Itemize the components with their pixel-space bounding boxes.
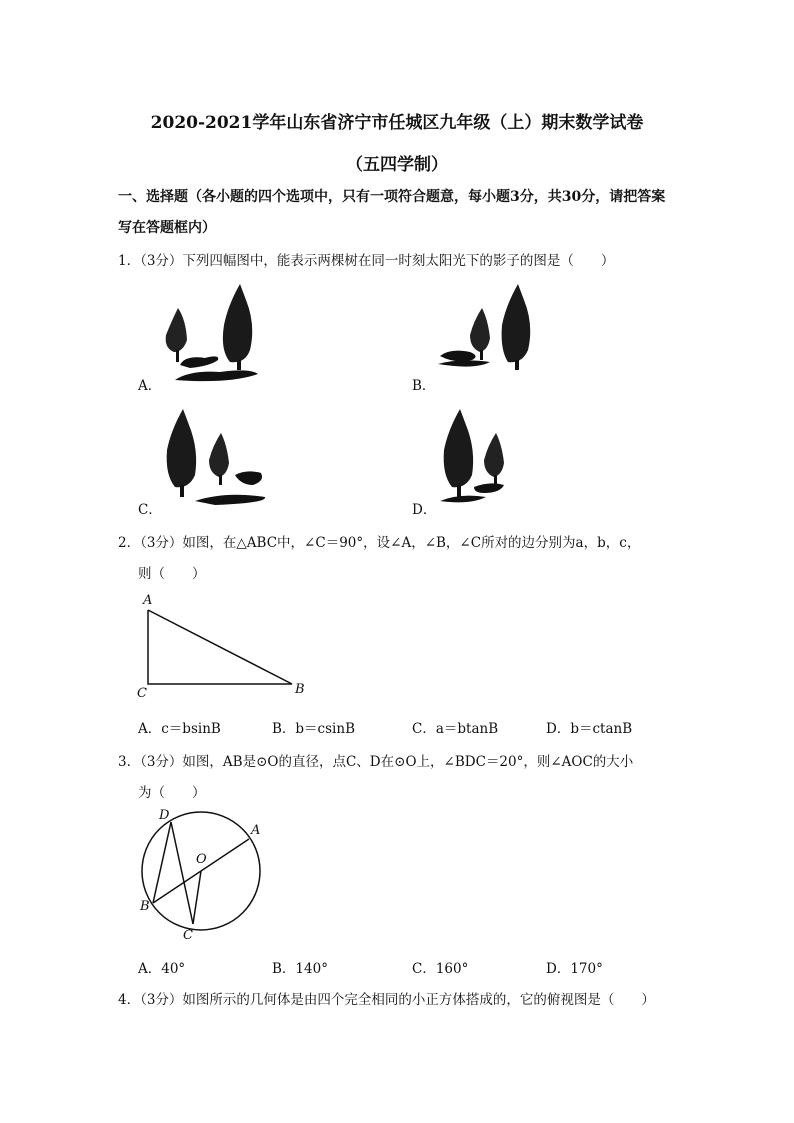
q1-option-d: D． — [412, 502, 437, 518]
q3-label-b: B — [140, 899, 150, 914]
q3-label-o: O — [196, 852, 207, 867]
page-subtitle: （五四学制） — [346, 155, 448, 175]
q1-option-b: B． — [412, 378, 436, 394]
question-3-text-cont: 为（ ） — [138, 785, 206, 801]
q3-option-b: B．140° — [272, 961, 328, 977]
section-heading: 一、选择题（各小题的四个选项中，只有一项符合题意，每小题3分，共30分，请把答案 — [118, 189, 666, 205]
q2-option-c: C．a＝btanB — [412, 721, 499, 737]
q3-option-c: C．160° — [412, 961, 469, 977]
page-title: 2020-2021学年山东省济宁市任城区九年级（上）期末数学试卷 — [150, 113, 644, 133]
q3-option-a: A．40° — [138, 961, 186, 977]
q3-label-c: C — [183, 928, 193, 943]
q3-label-d: D — [159, 808, 170, 823]
question-2-text-cont: 则（ ） — [138, 566, 206, 582]
question-3-text: 3．（3分）如图，AB是⊙O的直径，点C、D在⊙O上，∠BDC＝20°，则∠AOC的大小 — [118, 754, 634, 770]
q2-label-b: B — [295, 682, 305, 697]
q2-label-c: C — [137, 686, 147, 701]
question-1-text: 1．（3分）下列四幅图中，能表示两棵树在同一时刻太阳光下的影子的图是（ ） — [118, 253, 615, 269]
q1-option-a: A． — [138, 378, 162, 394]
question-2-text: 2．（3分）如图，在△ABC中，∠C＝90°，设∠A，∠B，∠C所对的边分别为a，b，c， — [118, 535, 641, 551]
q2-option-a: A．c＝bsinB — [138, 721, 221, 737]
q2-label-a: A — [143, 593, 153, 608]
q3-option-d: D．170° — [546, 961, 603, 977]
q3-label-a: A — [251, 823, 261, 838]
q2-option-b: B．b＝csinB — [272, 721, 355, 737]
section-heading-cont: 写在答题框内） — [118, 220, 216, 236]
q2-option-d: D．b＝ctanB — [546, 721, 633, 737]
q1-option-c: C． — [138, 502, 162, 518]
question-4-text: 4．（3分）如图所示的几何体是由四个完全相同的小正方体搭成的，它的俯视图是（ ） — [118, 992, 655, 1008]
